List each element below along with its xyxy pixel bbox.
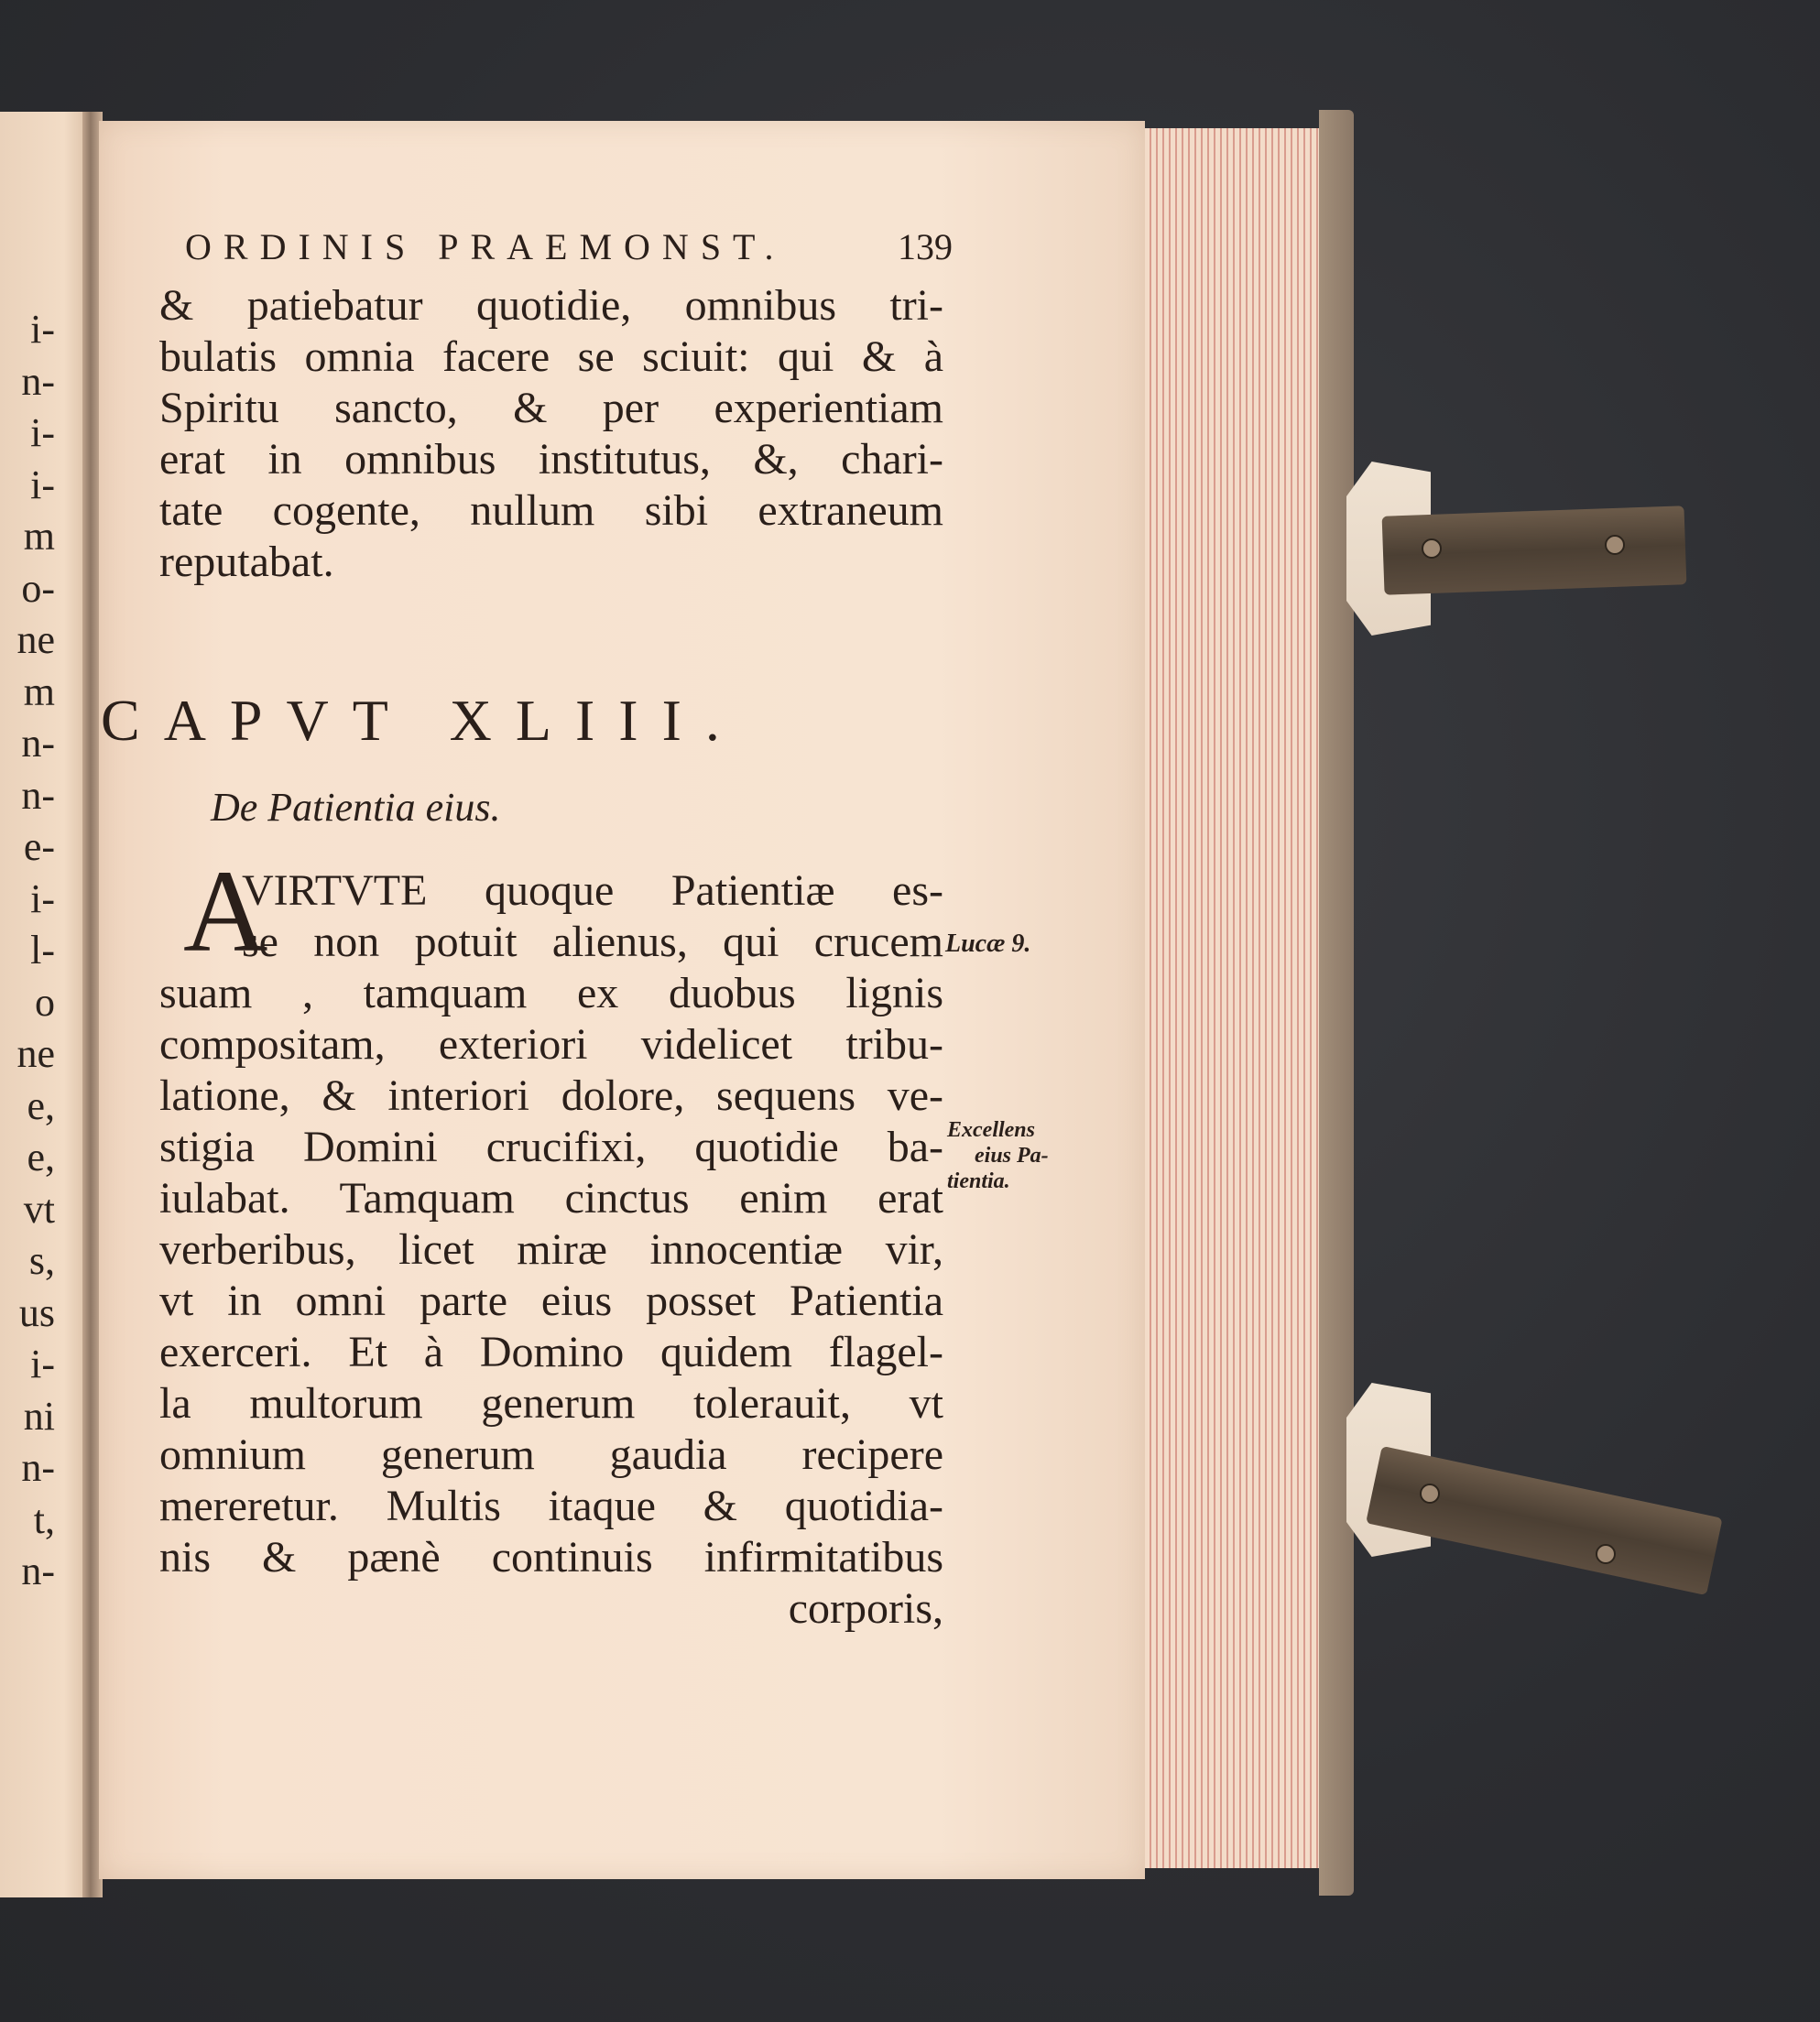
text-line: stigia Domini crucifixi, quotidie ba- xyxy=(159,1123,943,1171)
chapter-heading: CAPVT XLIII. xyxy=(101,688,744,753)
left-page-fragment: vt xyxy=(23,1186,55,1232)
text-line: verberibus, licet miræ innocentiæ vir, xyxy=(159,1225,943,1274)
left-page-fragment: i- xyxy=(30,307,55,352)
left-page-fragment: n- xyxy=(21,1549,55,1593)
marginal-note-excellence xyxy=(947,1117,1049,1194)
cover-board xyxy=(1319,110,1354,1896)
text-line: vt in omni parte eius posset Patientia xyxy=(159,1277,943,1325)
rivet-icon xyxy=(1422,538,1442,559)
marginal-line: tientia. xyxy=(947,1169,1010,1193)
left-page-fragment: l- xyxy=(30,928,55,973)
text-line: reputabat. xyxy=(159,538,334,586)
rivet-icon xyxy=(1420,1484,1440,1504)
rivet-icon xyxy=(1596,1544,1616,1564)
left-page-fragment: i- xyxy=(30,1342,55,1386)
left-page-fragment: i- xyxy=(30,462,55,507)
running-title: ORDINIS PRAEMONST. xyxy=(185,226,786,267)
text-line: bulatis omnia facere se sciuit: qui & à xyxy=(159,332,943,381)
left-page-fragment: n- xyxy=(21,1445,55,1490)
left-page-text xyxy=(0,304,55,1598)
text-line: mereretur. Multis itaque & quotidia- xyxy=(159,1482,943,1530)
drop-cap: A xyxy=(183,846,268,976)
page-edges xyxy=(1145,128,1334,1868)
text-line: VIRTVTE quoque Patientiæ es- xyxy=(242,866,943,915)
chapter-subtitle: De Patientia eius. xyxy=(211,785,501,830)
left-page-fragment: o xyxy=(35,979,55,1025)
text-line: nis & pænè continuis infirmitatibus xyxy=(159,1533,943,1582)
left-page-fragment: ni xyxy=(23,1393,55,1439)
text-line: erat in omnibus institutus, &, chari- xyxy=(159,435,943,484)
text-line: omnium generum gaudia recipere xyxy=(159,1430,943,1479)
rivet-icon xyxy=(1605,535,1625,555)
text-line: iulabat. Tamquam cinctus enim erat xyxy=(159,1174,943,1223)
left-page-fragment: i- xyxy=(30,875,55,921)
left-page-fragment: us xyxy=(18,1289,55,1335)
text-line: se non potuit alienus, qui crucem xyxy=(242,918,943,966)
left-page-fragment: m xyxy=(23,514,55,559)
text-line: corporis, xyxy=(788,1584,943,1633)
text-line: compositam, exteriori videlicet tribu- xyxy=(159,1020,943,1069)
left-page-fragment: ne xyxy=(16,1031,55,1076)
left-page xyxy=(0,112,92,1897)
left-page-fragment: e, xyxy=(27,1082,55,1128)
text-line: suam , tamquam ex duobus lignis xyxy=(159,969,943,1017)
left-page-fragment: n- xyxy=(21,772,55,818)
text-line: exerceri. Et à Domino quidem flagel- xyxy=(159,1328,943,1376)
left-page-fragment: o- xyxy=(21,565,55,611)
text-line: la multorum generum tolerauit, vt xyxy=(159,1379,943,1428)
left-page-fragment: m xyxy=(23,669,55,714)
left-page-fragment: t, xyxy=(33,1496,55,1542)
left-page-fragment: e- xyxy=(23,824,55,869)
left-page-fragment: s, xyxy=(28,1238,55,1283)
marginal-line: Excellens xyxy=(947,1118,1035,1142)
marginal-line: eius Pa- xyxy=(975,1144,1049,1168)
text-line: tate cogente, nullum sibi extraneum xyxy=(159,486,943,535)
page-number: 139 xyxy=(898,226,953,267)
left-page-fragment: n- xyxy=(21,358,55,404)
left-page-fragment: e, xyxy=(27,1135,55,1180)
running-head xyxy=(159,225,953,280)
text-line: latione, & interiori dolore, sequens ve- xyxy=(159,1071,943,1120)
left-page-fragment: i- xyxy=(30,410,55,455)
left-page-fragment: n- xyxy=(21,721,55,766)
text-line: Spiritu sancto, & per experientiam xyxy=(159,384,943,432)
marginal-note-luke: Lucæ 9. xyxy=(945,929,1031,958)
left-page-fragment: ne xyxy=(16,617,55,662)
text-line: & patiebatur quotidie, omnibus tri- xyxy=(159,281,943,330)
